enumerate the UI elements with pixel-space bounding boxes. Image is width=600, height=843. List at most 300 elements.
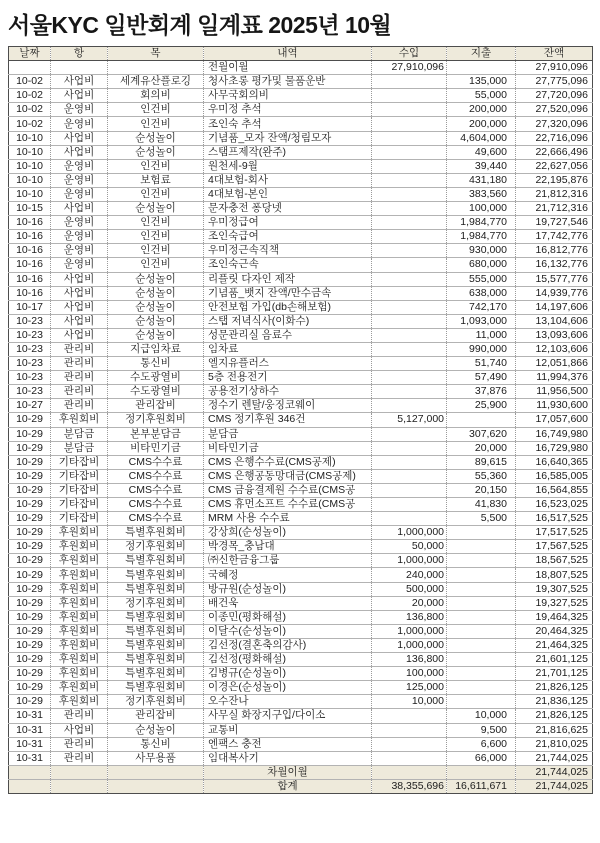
description-cell: 방규원(순성놀이)	[204, 582, 372, 596]
description-cell: 스탬프제작(완주)	[204, 145, 372, 159]
category-cell: 사업비	[51, 202, 108, 216]
table-row	[9, 526, 593, 540]
balance-cell: 19,307,525	[516, 582, 593, 596]
balance-cell: 16,517,525	[516, 512, 593, 526]
income-cell	[372, 455, 447, 469]
income-cell: 240,000	[372, 568, 447, 582]
expense-cell	[447, 61, 516, 75]
category-cell: 기타잡비	[51, 455, 108, 469]
category-cell: 후원회비	[51, 624, 108, 638]
balance-cell: 16,523,025	[516, 498, 593, 512]
item-cell: 정기후원회비	[108, 695, 204, 709]
balance-cell: 21,701,125	[516, 667, 593, 681]
description-cell: 이종민(평화해설)	[204, 610, 372, 624]
balance-cell: 21,464,325	[516, 638, 593, 652]
balance-cell: 21,810,025	[516, 737, 593, 751]
expense-cell: 638,000	[447, 286, 516, 300]
balance-cell: 19,464,325	[516, 610, 593, 624]
item-cell: 인건비	[108, 244, 204, 258]
income-cell	[372, 427, 447, 441]
item-cell: 인건비	[108, 258, 204, 272]
income-cell: 20,000	[372, 596, 447, 610]
table-row	[9, 554, 593, 568]
item-cell: CMS수수료	[108, 498, 204, 512]
item-cell: 관리잡비	[108, 709, 204, 723]
expense-cell: 66,000	[447, 751, 516, 765]
item-cell: 특별후원회비	[108, 526, 204, 540]
table-row	[9, 328, 593, 342]
column-header-expense: 지출	[447, 47, 516, 61]
table-row	[9, 413, 593, 427]
income-cell: 1,000,000	[372, 624, 447, 638]
date-cell: 10-16	[9, 272, 51, 286]
balance-cell: 13,093,606	[516, 328, 593, 342]
date-cell: 10-16	[9, 244, 51, 258]
description-cell: 김병규(순성놀이)	[204, 667, 372, 681]
item-cell: 정기후원회비	[108, 413, 204, 427]
table-row	[9, 286, 593, 300]
income-cell: 5,127,000	[372, 413, 447, 427]
description-cell: 기념품_뱃지 잔액/만수금속	[204, 286, 372, 300]
table-row	[9, 512, 593, 526]
table-row	[9, 202, 593, 216]
description-cell: 기념품_모자 잔액/청림모자	[204, 131, 372, 145]
table-row	[9, 103, 593, 117]
table-body	[9, 61, 593, 766]
expense-cell: 680,000	[447, 258, 516, 272]
item-cell: 인건비	[108, 103, 204, 117]
category-cell: 사업비	[51, 131, 108, 145]
balance-cell: 20,464,325	[516, 624, 593, 638]
date-cell: 10-15	[9, 202, 51, 216]
item-cell: 특별후원회비	[108, 554, 204, 568]
table-header	[9, 47, 593, 61]
description-cell: 임차료	[204, 342, 372, 356]
table-row	[9, 681, 593, 695]
table-row	[9, 187, 593, 201]
category-cell: 후원회비	[51, 610, 108, 624]
expense-cell: 1,093,000	[447, 314, 516, 328]
income-cell	[372, 187, 447, 201]
date-cell	[9, 61, 51, 75]
income-cell	[372, 117, 447, 131]
balance-cell: 27,720,096	[516, 89, 593, 103]
income-cell	[372, 230, 447, 244]
balance-cell: 21,744,025	[516, 751, 593, 765]
date-cell: 10-29	[9, 582, 51, 596]
description-cell: 이경은(순성놀이)	[204, 681, 372, 695]
expense-cell	[447, 638, 516, 652]
table-row	[9, 61, 593, 75]
income-cell	[372, 765, 447, 779]
income-cell	[372, 441, 447, 455]
description-cell: 조인숙급여	[204, 230, 372, 244]
date-cell: 10-27	[9, 399, 51, 413]
expense-cell: 89,615	[447, 455, 516, 469]
expense-cell: 49,600	[447, 145, 516, 159]
expense-cell	[447, 596, 516, 610]
table-row	[9, 455, 593, 469]
date-cell: 10-16	[9, 216, 51, 230]
expense-cell: 555,000	[447, 272, 516, 286]
description-cell: CMS 은행공동망대금(CMS공제)	[204, 469, 372, 483]
description-cell: 강상희(순성놀이)	[204, 526, 372, 540]
category-cell: 사업비	[51, 286, 108, 300]
category-cell: 관리비	[51, 399, 108, 413]
income-cell	[372, 498, 447, 512]
income-cell: 136,800	[372, 653, 447, 667]
date-cell: 10-29	[9, 624, 51, 638]
table-row	[9, 483, 593, 497]
description-cell: ㈜신한금융그룹	[204, 554, 372, 568]
header-row	[9, 47, 593, 61]
income-cell: 10,000	[372, 695, 447, 709]
category-cell: 사업비	[51, 300, 108, 314]
description-cell: 4대보험-본인	[204, 187, 372, 201]
date-cell: 10-23	[9, 385, 51, 399]
balance-cell: 21,712,316	[516, 202, 593, 216]
expense-cell: 10,000	[447, 709, 516, 723]
category-cell: 후원회비	[51, 681, 108, 695]
income-cell: 50,000	[372, 540, 447, 554]
date-cell: 10-29	[9, 653, 51, 667]
description-cell: 우미정근속직책	[204, 244, 372, 258]
column-header-date: 날짜	[9, 47, 51, 61]
balance-cell: 11,956,500	[516, 385, 593, 399]
date-cell: 10-23	[9, 342, 51, 356]
category-cell: 기타잡비	[51, 498, 108, 512]
description-cell: 공용전기상하수	[204, 385, 372, 399]
balance-cell: 21,812,316	[516, 187, 593, 201]
expense-cell: 4,604,000	[447, 131, 516, 145]
item-cell: 통신비	[108, 737, 204, 751]
income-cell	[372, 159, 447, 173]
income-cell	[372, 385, 447, 399]
balance-cell: 12,051,866	[516, 357, 593, 371]
description-cell: 비타민기금	[204, 441, 372, 455]
income-cell	[372, 272, 447, 286]
description-cell: 김선정(평화해설)	[204, 653, 372, 667]
category-cell: 분담금	[51, 427, 108, 441]
description-cell: 임대복사기	[204, 751, 372, 765]
category-cell: 후원회비	[51, 526, 108, 540]
balance-cell: 27,520,096	[516, 103, 593, 117]
column-header-description: 내역	[204, 47, 372, 61]
description-cell: 리플릿 다자인 제작	[204, 272, 372, 286]
description-cell: 원천세-9월	[204, 159, 372, 173]
balance-cell: 19,327,525	[516, 596, 593, 610]
item-cell: 인건비	[108, 159, 204, 173]
balance-cell: 11,994,376	[516, 371, 593, 385]
table-row	[9, 582, 593, 596]
date-cell: 10-02	[9, 103, 51, 117]
income-cell	[372, 103, 447, 117]
category-cell: 사업비	[51, 89, 108, 103]
balance-cell: 22,716,096	[516, 131, 593, 145]
expense-cell: 11,000	[447, 328, 516, 342]
description-cell: 분담금	[204, 427, 372, 441]
table-row	[9, 737, 593, 751]
category-cell: 운영비	[51, 216, 108, 230]
item-cell: 순성놀이	[108, 286, 204, 300]
date-cell: 10-16	[9, 286, 51, 300]
income-cell	[372, 216, 447, 230]
income-cell	[372, 483, 447, 497]
income-cell: 1,000,000	[372, 554, 447, 568]
description-cell: MRM 사용 수수료	[204, 512, 372, 526]
expense-cell: 431,180	[447, 173, 516, 187]
date-cell: 10-23	[9, 357, 51, 371]
balance-cell: 17,567,525	[516, 540, 593, 554]
category-cell: 운영비	[51, 173, 108, 187]
item-cell: 특별후원회비	[108, 681, 204, 695]
balance-cell: 11,930,600	[516, 399, 593, 413]
balance-cell: 16,729,980	[516, 441, 593, 455]
date-cell: 10-29	[9, 526, 51, 540]
category-cell: 운영비	[51, 117, 108, 131]
income-cell	[372, 300, 447, 314]
item-cell	[108, 779, 204, 793]
balance-cell: 22,627,056	[516, 159, 593, 173]
item-cell: 본부분담금	[108, 427, 204, 441]
expense-cell: 307,620	[447, 427, 516, 441]
category-cell: 사업비	[51, 272, 108, 286]
category-cell	[51, 765, 108, 779]
expense-cell: 55,000	[447, 89, 516, 103]
item-cell	[108, 765, 204, 779]
item-cell: 사무용품	[108, 751, 204, 765]
description-cell: 엔팩스 충전	[204, 737, 372, 751]
description-cell: CMS 휴먼소프트 수수료(CMS공	[204, 498, 372, 512]
balance-cell: 18,567,525	[516, 554, 593, 568]
item-cell: 정기후원회비	[108, 596, 204, 610]
column-header-income: 수입	[372, 47, 447, 61]
expense-cell: 57,490	[447, 371, 516, 385]
category-cell: 기타잡비	[51, 483, 108, 497]
balance-cell: 21,826,125	[516, 681, 593, 695]
description-cell: 이달수(순성놀이)	[204, 624, 372, 638]
category-cell: 관리비	[51, 385, 108, 399]
date-cell: 10-29	[9, 427, 51, 441]
date-cell: 10-29	[9, 610, 51, 624]
item-cell: 인건비	[108, 117, 204, 131]
category-cell: 운영비	[51, 230, 108, 244]
item-cell: CMS수수료	[108, 483, 204, 497]
income-cell	[372, 202, 447, 216]
table-row	[9, 272, 593, 286]
description-cell: 성문관리실 음료수	[204, 328, 372, 342]
date-cell: 10-31	[9, 709, 51, 723]
table-row	[9, 653, 593, 667]
table-footer	[9, 765, 593, 793]
description-cell: 우미정급여	[204, 216, 372, 230]
item-cell: 순성놀이	[108, 202, 204, 216]
table-row	[9, 568, 593, 582]
item-cell: 순성놀이	[108, 131, 204, 145]
item-cell: 특별후원회비	[108, 568, 204, 582]
category-cell	[51, 61, 108, 75]
table-row	[9, 357, 593, 371]
category-cell: 후원회비	[51, 413, 108, 427]
expense-cell	[447, 413, 516, 427]
expense-cell: 742,170	[447, 300, 516, 314]
date-cell: 10-23	[9, 371, 51, 385]
category-cell: 후원회비	[51, 638, 108, 652]
category-cell: 후원회비	[51, 554, 108, 568]
expense-cell: 200,000	[447, 103, 516, 117]
date-cell: 10-29	[9, 554, 51, 568]
date-cell: 10-31	[9, 751, 51, 765]
carry-forward-label: 차월이월	[204, 765, 372, 779]
date-cell: 10-29	[9, 455, 51, 469]
table-row	[9, 596, 593, 610]
balance-cell: 15,577,776	[516, 272, 593, 286]
item-cell: 순성놀이	[108, 272, 204, 286]
description-cell: 오수잔나	[204, 695, 372, 709]
description-cell: CMS 금융결제원 수수료(CMS공	[204, 483, 372, 497]
balance-cell: 27,320,096	[516, 117, 593, 131]
expense-cell: 20,000	[447, 441, 516, 455]
expense-cell: 930,000	[447, 244, 516, 258]
table-row	[9, 469, 593, 483]
expense-cell: 990,000	[447, 342, 516, 356]
balance-cell: 22,666,496	[516, 145, 593, 159]
balance-cell: 21,816,625	[516, 723, 593, 737]
table-row	[9, 230, 593, 244]
income-cell	[372, 145, 447, 159]
expense-cell	[447, 681, 516, 695]
item-cell: 순성놀이	[108, 723, 204, 737]
total-balance-cell: 21,744,025	[516, 779, 593, 793]
description-cell: CMS 은행수수료(CMS공제)	[204, 455, 372, 469]
balance-cell: 16,564,855	[516, 483, 593, 497]
table-row	[9, 75, 593, 89]
expense-cell: 37,876	[447, 385, 516, 399]
table-row	[9, 695, 593, 709]
date-cell: 10-29	[9, 568, 51, 582]
total-income-cell: 38,355,696	[372, 779, 447, 793]
date-cell: 10-10	[9, 145, 51, 159]
table-row	[9, 173, 593, 187]
date-cell: 10-02	[9, 89, 51, 103]
date-cell: 10-31	[9, 737, 51, 751]
income-cell	[372, 371, 447, 385]
table-row	[9, 540, 593, 554]
income-cell	[372, 314, 447, 328]
item-cell: 비타민기금	[108, 441, 204, 455]
table-row	[9, 145, 593, 159]
table-row	[9, 610, 593, 624]
description-cell: 엘지유플러스	[204, 357, 372, 371]
expense-cell: 41,830	[447, 498, 516, 512]
income-cell	[372, 723, 447, 737]
date-cell: 10-02	[9, 117, 51, 131]
page-title: 서울KYC 일반회계 일계표 2025년 10월	[8, 12, 392, 38]
item-cell: 순성놀이	[108, 328, 204, 342]
category-cell: 기타잡비	[51, 469, 108, 483]
expense-cell: 1,984,770	[447, 230, 516, 244]
income-cell	[372, 737, 447, 751]
item-cell: 특별후원회비	[108, 624, 204, 638]
table-row	[9, 667, 593, 681]
income-cell: 27,910,096	[372, 61, 447, 75]
date-cell: 10-17	[9, 300, 51, 314]
item-cell: 세계유산플로깅	[108, 75, 204, 89]
description-cell: 국혜정	[204, 568, 372, 582]
income-cell: 500,000	[372, 582, 447, 596]
description-cell: 김선정(결혼축의감사)	[204, 638, 372, 652]
expense-cell: 39,440	[447, 159, 516, 173]
table-row	[9, 314, 593, 328]
table-row	[9, 638, 593, 652]
table-row	[9, 427, 593, 441]
description-cell: 정수기 렌탈/웅징코웨이	[204, 399, 372, 413]
date-cell: 10-10	[9, 173, 51, 187]
description-cell: 배건욱	[204, 596, 372, 610]
date-cell: 10-02	[9, 75, 51, 89]
income-cell	[372, 286, 447, 300]
income-cell	[372, 131, 447, 145]
income-cell	[372, 399, 447, 413]
balance-cell: 16,812,776	[516, 244, 593, 258]
description-cell: 조인숙 추석	[204, 117, 372, 131]
date-cell: 10-29	[9, 596, 51, 610]
date-cell: 10-23	[9, 314, 51, 328]
category-cell: 후원회비	[51, 540, 108, 554]
total-row	[9, 779, 593, 793]
income-cell	[372, 751, 447, 765]
income-cell	[372, 357, 447, 371]
date-cell: 10-29	[9, 540, 51, 554]
date-cell: 10-31	[9, 723, 51, 737]
date-cell: 10-10	[9, 187, 51, 201]
category-cell: 운영비	[51, 187, 108, 201]
category-cell: 운영비	[51, 244, 108, 258]
balance-cell: 27,775,096	[516, 75, 593, 89]
income-cell	[372, 328, 447, 342]
item-cell: 순성놀이	[108, 145, 204, 159]
income-cell	[372, 173, 447, 187]
category-cell: 후원회비	[51, 667, 108, 681]
expense-cell: 200,000	[447, 117, 516, 131]
balance-cell: 17,517,525	[516, 526, 593, 540]
expense-cell	[447, 582, 516, 596]
table-row	[9, 159, 593, 173]
category-cell: 관리비	[51, 709, 108, 723]
expense-cell	[447, 540, 516, 554]
category-cell: 사업비	[51, 145, 108, 159]
item-cell: 인건비	[108, 230, 204, 244]
date-cell: 10-29	[9, 638, 51, 652]
date-cell: 10-29	[9, 512, 51, 526]
date-cell: 10-16	[9, 258, 51, 272]
item-cell: 통신비	[108, 357, 204, 371]
column-header-balance: 잔액	[516, 47, 593, 61]
item-cell: 특별후원회비	[108, 582, 204, 596]
date-cell: 10-29	[9, 441, 51, 455]
date-cell: 10-29	[9, 413, 51, 427]
expense-cell: 25,900	[447, 399, 516, 413]
item-cell: 특별후원회비	[108, 610, 204, 624]
item-cell: 수도광열비	[108, 371, 204, 385]
carry-forward-row	[9, 765, 593, 779]
description-cell: 5층 전용전기	[204, 371, 372, 385]
category-cell: 사업비	[51, 723, 108, 737]
balance-cell: 12,103,606	[516, 342, 593, 356]
income-cell: 136,800	[372, 610, 447, 624]
item-cell: 인건비	[108, 216, 204, 230]
description-cell: 교통비	[204, 723, 372, 737]
